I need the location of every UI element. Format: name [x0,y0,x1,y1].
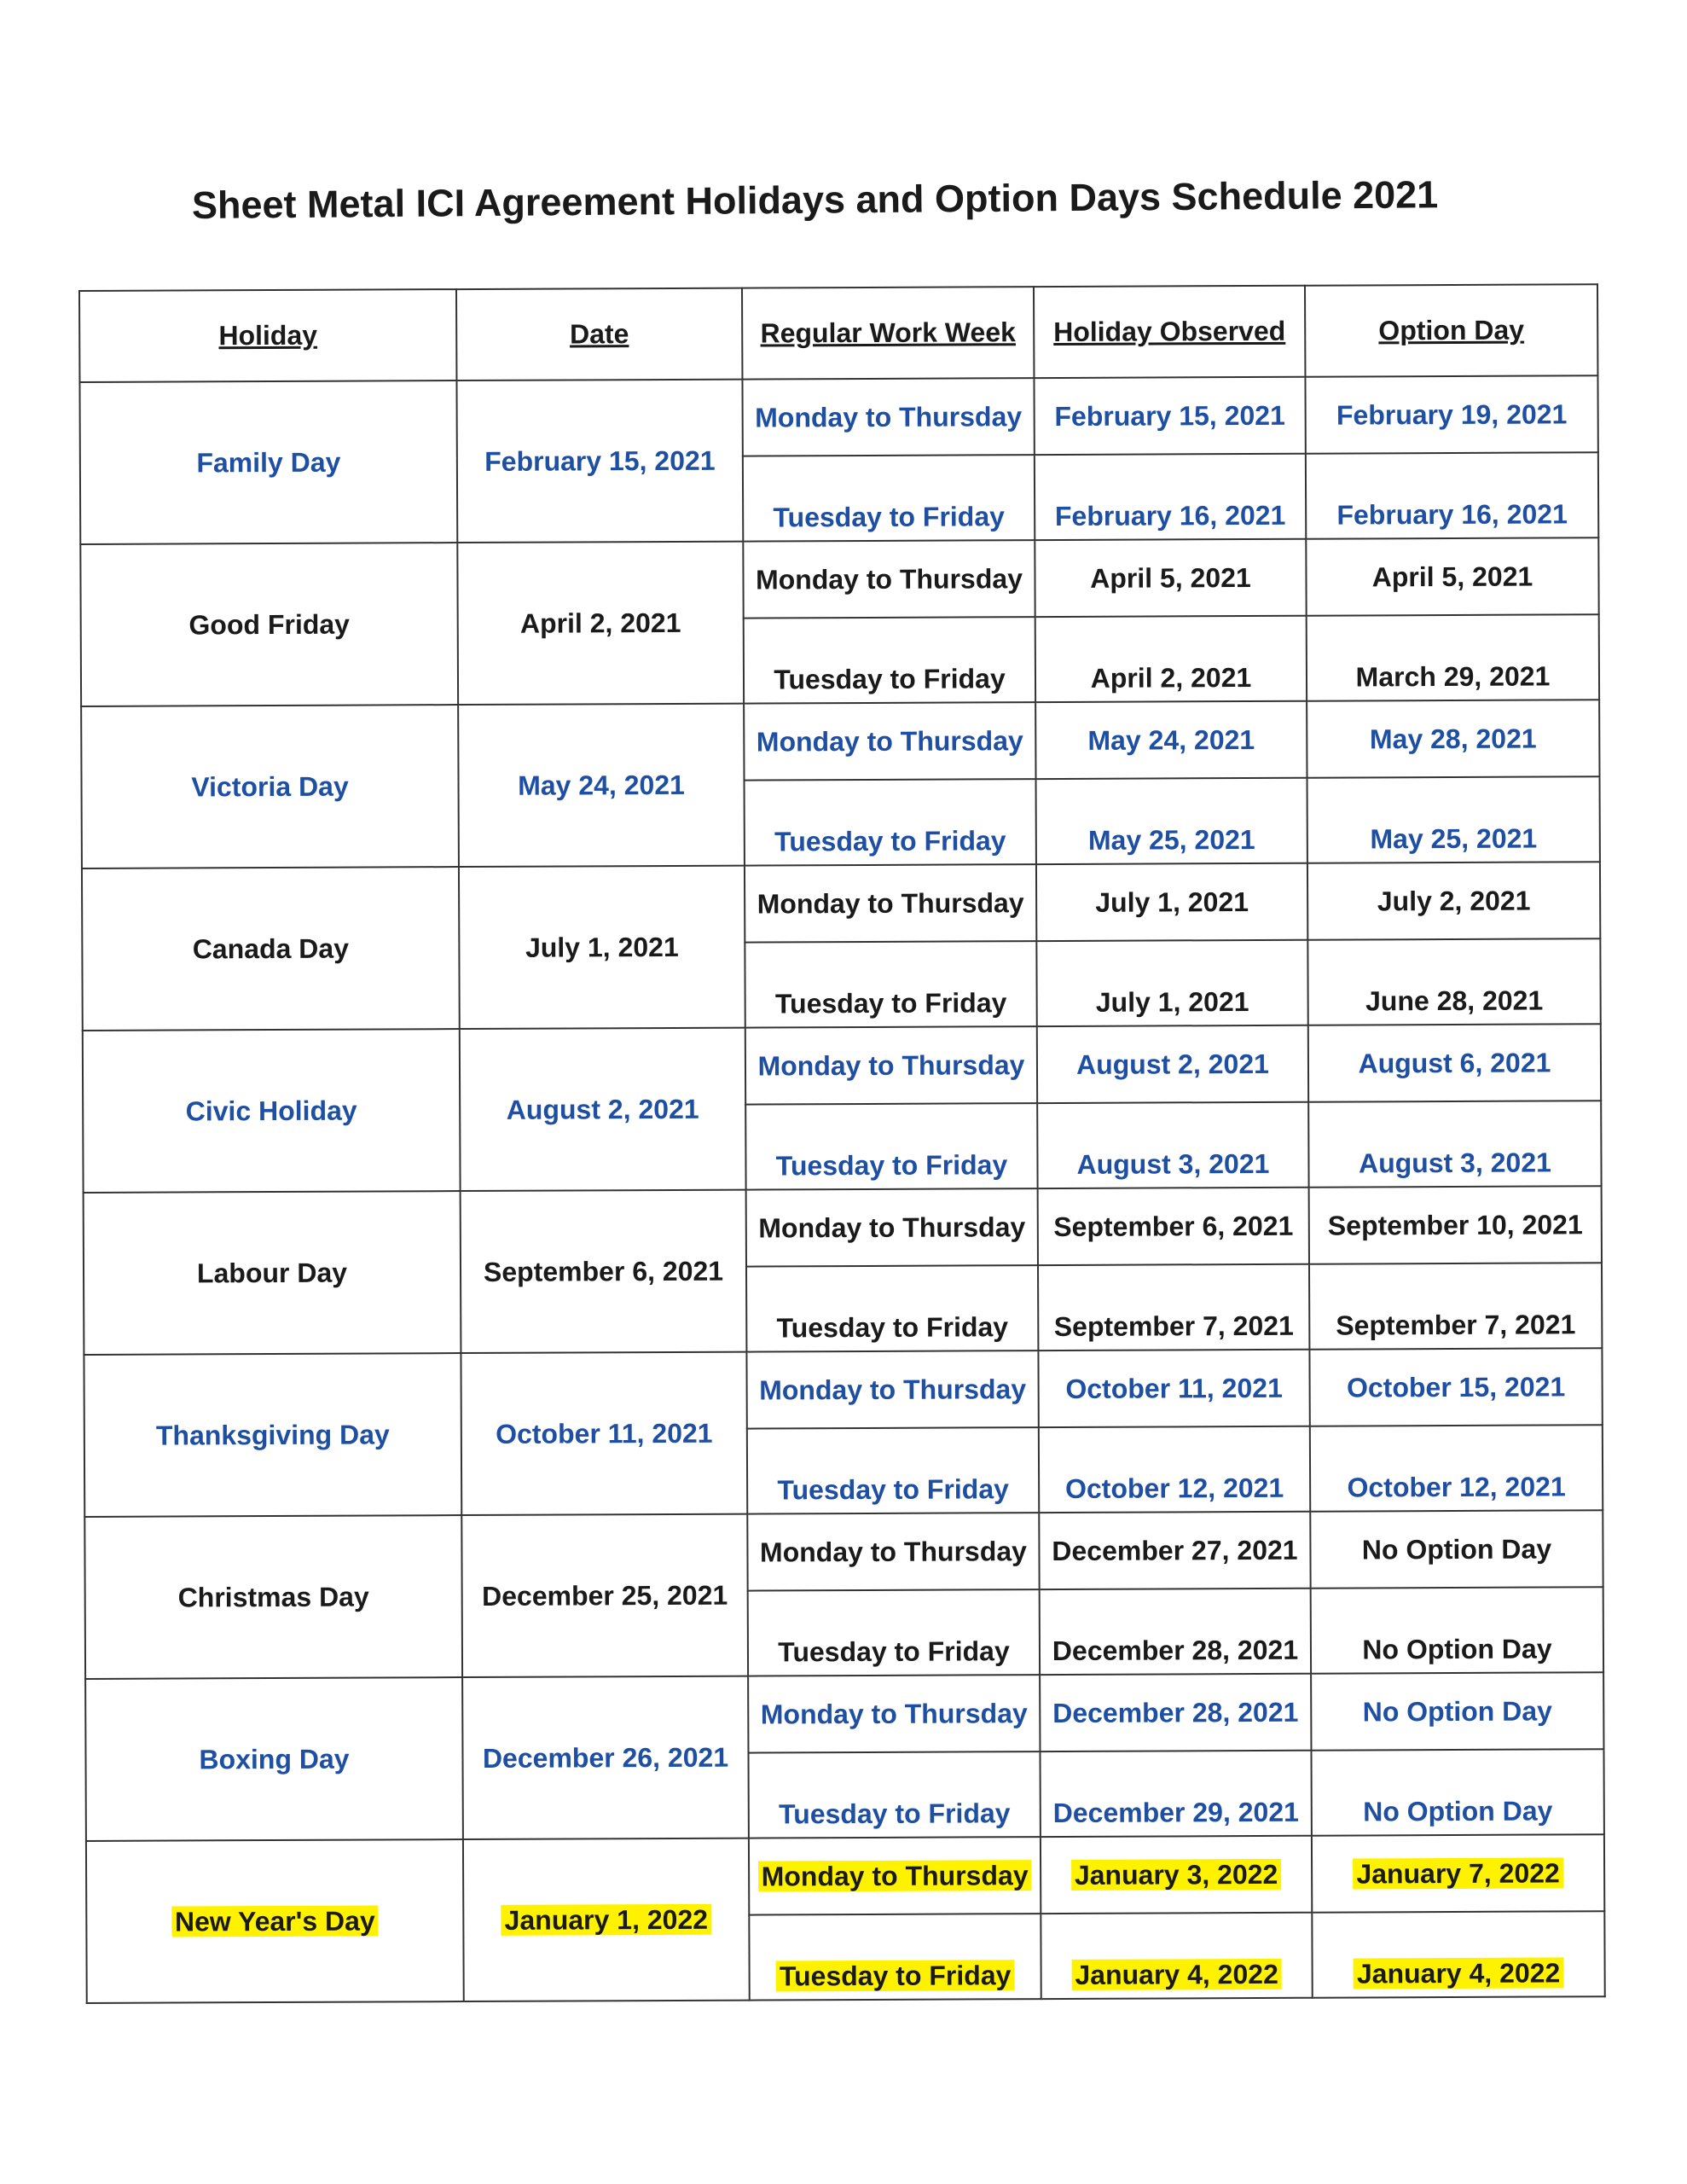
observed-date-cell: September 6, 2021 [1038,1188,1309,1265]
holiday-date-cell: February 15, 2021 [456,380,743,543]
work-week-cell: Monday to Thursday [748,1675,1040,1752]
observed-date-cell: July 1, 2021 [1036,940,1307,1026]
schedule-table-wrapper [78,283,1603,1992]
option-day-cell: March 29, 2021 [1307,614,1599,700]
option-day-cell: No Option Day [1310,1510,1603,1588]
work-week-cell: Tuesday to Friday [745,779,1036,865]
table-row [80,537,1598,621]
page-title: Sheet Metal ICI Agreement Holidays and Option Days Schedule 2021 [191,172,1439,227]
table-row [79,375,1597,459]
holiday-date-cell: April 2, 2021 [457,542,744,705]
option-day-cell: August 3, 2021 [1308,1101,1601,1187]
observed-date-cell: October 11, 2021 [1038,1350,1309,1427]
work-week-cell: Tuesday to Friday [744,617,1035,703]
work-week-cell: Monday to Thursday [742,378,1034,456]
table-row [85,1672,1603,1756]
observed-date-cell: May 24, 2021 [1035,701,1307,779]
header-regular-work-week: Regular Work Week [742,287,1034,379]
holiday-date-cell: December 25, 2021 [461,1514,748,1677]
holiday-date-cell: July 1, 2021 [459,866,745,1029]
observed-date-cell: September 7, 2021 [1038,1264,1309,1350]
holiday-name-cell: Thanksgiving Day [84,1353,461,1517]
observed-date-cell: May 25, 2021 [1036,778,1307,864]
observed-date-cell: October 12, 2021 [1039,1426,1310,1513]
work-week-cell: Monday to Thursday [745,864,1036,942]
option-day-cell: September 10, 2021 [1309,1186,1602,1263]
holiday-name-cell: Good Friday [80,543,458,706]
option-day-cell: No Option Day [1311,1587,1603,1673]
table-row [83,1024,1601,1107]
header-option-day: Option Day [1305,284,1597,376]
option-day-cell: January 7, 2022 [1312,1834,1604,1912]
holiday-date-cell: October 11, 2021 [461,1352,747,1515]
holiday-name-cell: Labour Day [84,1191,461,1355]
holiday-name-cell: Family Day [79,380,457,544]
option-day-cell: August 6, 2021 [1308,1024,1601,1101]
work-week-cell: Monday to Thursday [749,1837,1041,1914]
work-week-cell: Tuesday to Friday [749,1914,1041,2000]
work-week-cell: Tuesday to Friday [745,941,1036,1027]
holiday-date-cell: January 1, 2022 [463,1838,750,2001]
option-day-cell: May 28, 2021 [1307,700,1599,777]
option-day-cell: February 16, 2021 [1306,452,1598,538]
option-day-cell: October 12, 2021 [1310,1425,1603,1511]
option-day-cell: July 2, 2021 [1307,862,1600,939]
work-week-cell: Monday to Thursday [746,1350,1038,1428]
observed-date-cell: February 15, 2021 [1034,377,1305,455]
option-day-cell: February 19, 2021 [1305,375,1597,453]
holiday-date-cell: May 24, 2021 [458,704,745,867]
holiday-name-cell: Civic Holiday [83,1029,461,1193]
table-row [84,1186,1602,1269]
option-day-cell: April 5, 2021 [1306,537,1598,615]
holiday-name-cell: Canada Day [82,867,460,1031]
header-holiday: Holiday [79,289,456,382]
header-date: Date [456,288,742,380]
header-holiday-observed: Holiday Observed [1034,286,1305,378]
holiday-date-cell: August 2, 2021 [460,1028,746,1191]
observed-date-cell: February 16, 2021 [1035,454,1306,540]
work-week-cell: Tuesday to Friday [743,455,1035,541]
observed-date-cell: December 28, 2021 [1040,1674,1311,1751]
observed-date-cell: December 27, 2021 [1039,1512,1310,1589]
option-day-cell: October 15, 2021 [1309,1348,1602,1426]
option-day-cell: No Option Day [1311,1672,1603,1750]
holiday-name-cell: Christmas Day [84,1515,462,1679]
work-week-cell: Tuesday to Friday [745,1103,1037,1189]
option-day-cell: May 25, 2021 [1307,776,1600,863]
header-row [79,284,1597,382]
holiday-name-cell: Victoria Day [81,705,459,868]
work-week-cell: Monday to Thursday [743,540,1035,618]
work-week-cell: Tuesday to Friday [747,1427,1039,1513]
holiday-date-cell: September 6, 2021 [461,1190,747,1353]
work-week-cell: Tuesday to Friday [748,1589,1040,1676]
observed-date-cell: August 3, 2021 [1037,1102,1308,1188]
observed-date-cell: April 2, 2021 [1035,616,1307,702]
observed-date-cell: April 5, 2021 [1035,539,1306,617]
schedule-table [78,283,1606,2004]
table-row [84,1348,1602,1432]
table-row [82,862,1600,945]
table-row [81,700,1599,783]
work-week-cell: Monday to Thursday [745,1026,1037,1104]
option-day-cell: January 4, 2022 [1312,1911,1604,1997]
observed-date-cell: December 29, 2021 [1040,1751,1311,1837]
holiday-name-cell: Boxing Day [85,1677,463,1841]
holiday-date-cell: December 26, 2021 [462,1676,749,1839]
observed-date-cell: January 3, 2022 [1041,1836,1312,1914]
observed-date-cell: August 2, 2021 [1037,1025,1308,1103]
work-week-cell: Tuesday to Friday [748,1751,1040,1838]
option-day-cell: September 7, 2021 [1309,1263,1602,1349]
work-week-cell: Monday to Thursday [744,702,1035,780]
holiday-name-cell: New Year's Day [86,1839,464,2003]
work-week-cell: Monday to Thursday [746,1188,1038,1266]
option-day-cell: June 28, 2021 [1307,938,1600,1025]
table-row [84,1510,1603,1594]
observed-date-cell: January 4, 2022 [1041,1913,1312,1999]
observed-date-cell: July 1, 2021 [1036,863,1307,941]
table-row [86,1834,1604,1918]
option-day-cell: No Option Day [1311,1749,1603,1835]
work-week-cell: Tuesday to Friday [746,1265,1038,1351]
observed-date-cell: December 28, 2021 [1040,1589,1311,1675]
work-week-cell: Monday to Thursday [747,1513,1039,1590]
